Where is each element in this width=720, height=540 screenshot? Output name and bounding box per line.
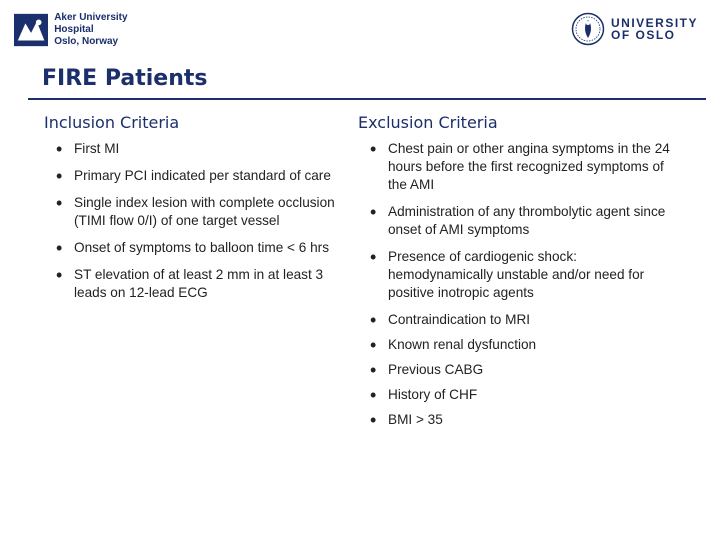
list-item: • History of CHF	[370, 386, 670, 404]
exclusion-list	[370, 140, 670, 436]
aker-logo-icon	[14, 13, 48, 47]
list-item: • Single index lesion with complete occlusion (TIMI flow 0/I) of one target vessel	[56, 194, 356, 230]
inclusion-heading: Inclusion Criteria	[44, 113, 180, 132]
list-item: • Chest pain or other angina symptoms in the 24 hours before the first recognized symptoms of the AMI	[370, 140, 670, 194]
university-oslo-logo	[571, 12, 698, 46]
title-divider	[28, 98, 706, 100]
list-item: • Known renal dysfunction	[370, 336, 670, 354]
list-item: • First MI	[56, 140, 356, 158]
list-item: • BMI > 35	[370, 411, 670, 429]
university-seal-icon	[571, 12, 605, 46]
list-item: • Contraindication to MRI	[370, 311, 670, 329]
list-item: • Previous CABG	[370, 361, 670, 379]
university-line1: UNIVERSITY	[610, 16, 698, 30]
university-line2: OF OSLO	[610, 28, 676, 42]
list-item: • ST elevation of at least 2 mm in at least 3 leads on 12-lead ECG	[56, 266, 356, 302]
list-item: • Onset of symptoms to balloon time < 6 hrs	[56, 239, 356, 257]
exclusion-heading: Exclusion Criteria	[358, 113, 498, 132]
hospital-location: Oslo, Norway	[54, 36, 119, 47]
aker-hospital-logo	[14, 12, 164, 48]
hospital-name: Aker University Hospital	[54, 12, 128, 35]
slide-title: FIRE Patients	[42, 66, 208, 91]
list-item: • Presence of cardiogenic shock: hemodynamically unstable and/or need for positive inotropic agents	[370, 248, 670, 302]
list-item: • Primary PCI indicated per standard of care	[56, 167, 356, 185]
list-item: • Administration of any thrombolytic agent since onset of AMI symptoms	[370, 203, 670, 239]
inclusion-list	[56, 140, 356, 311]
